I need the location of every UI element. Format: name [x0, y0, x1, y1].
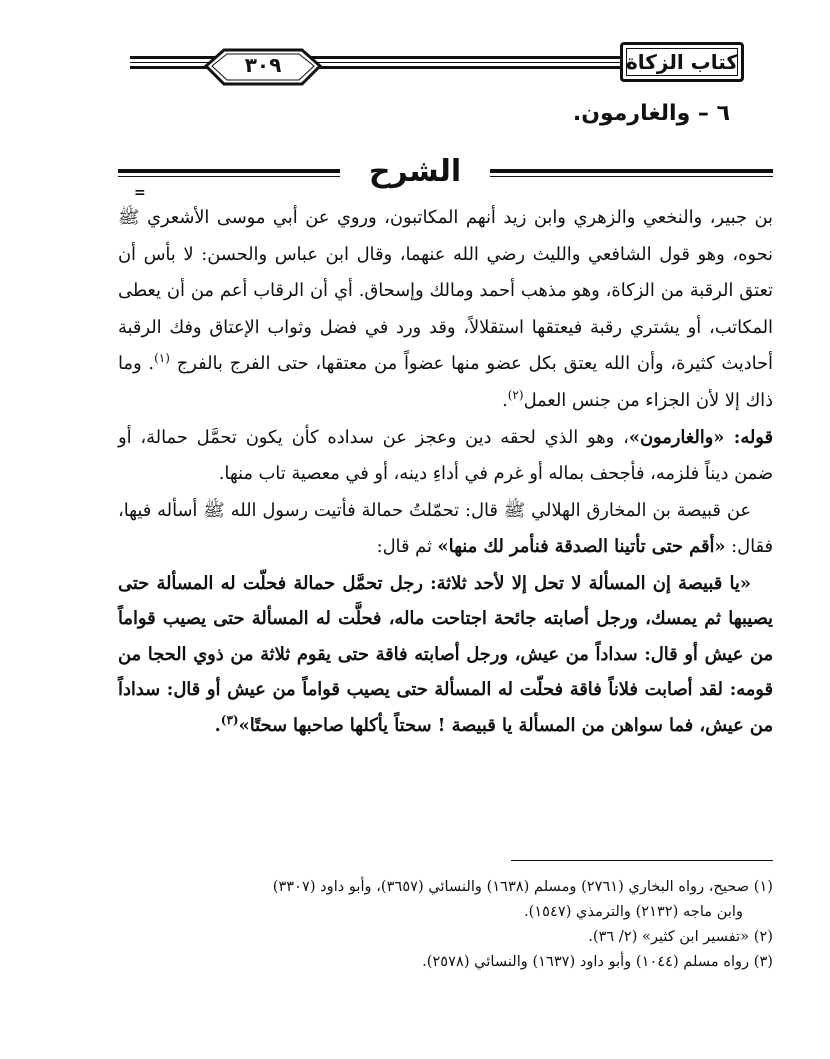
explanation-text: ، وهو الذي لحقه دين وعجز عن سداده كأن يكون تحمَّل حمالة، أو ضمن ديناً فلزمه، فأجحف بماله أو غرم في أداءِ دينه، أو في معصية تاب منها. [118, 426, 773, 485]
hadith-text: «يا قبيصة إن المسألة لا تحل إلا لأحد ثلاثة: رجل تحمَّل حمالة فحلّت له المسألة حتى يصيبها ثم يمسك، ورجل أصابته جائحة اجتاحت ماله، فحلَّت له المسألة حتى يصيب قواماً من عيش أو قال: سداداً من عيش، ورجل أصابته فاقة حتى يقوم ثلاثة من ذوي الحجا من قومه: لقد أصابت فلاناً فاقة فحلّت له المسألة حتى يصيب قواماً من عيش أو قال: سداداً من عيش، فما سواهن من المسألة يا قبيصة ! سحتاً يأكلها صاحبها سحتًا» [118, 572, 773, 736]
section-mark: = [134, 185, 146, 201]
commentary-text: . [502, 389, 508, 411]
section-rule [118, 169, 340, 173]
section-title: الشرح [368, 154, 462, 189]
explanation-paragraph [118, 420, 773, 493]
section-rule [490, 169, 773, 173]
prophet-quote: «أقم حتى تأتينا الصدقة فنأمر لك منها» [437, 536, 726, 558]
footnote-separator [511, 860, 773, 861]
narration-paragraph [118, 493, 773, 566]
footnote-ref: (٢) [507, 388, 524, 403]
page-number: ٣٠٩ [244, 53, 282, 77]
page-number-badge [204, 48, 322, 82]
matn-line: ٦ – والغارمون. [572, 101, 730, 126]
hadith-paragraph [118, 566, 773, 743]
hadith-end: . [214, 714, 221, 736]
page-header [118, 42, 758, 92]
section-heading [118, 150, 773, 200]
commentary-paragraph [118, 200, 773, 420]
footnote: (١) صحيح، رواه البخاري (٢٧٦١) ومسلم (١٦٣٨) والنسائي (٣٦٥٧)، وأبو داود (٣٣٠٧) [272, 878, 773, 895]
footnote-ref: (١) [154, 351, 170, 366]
footnote: (٣) رواه مسلم (١٠٤٤) وأبو داود (١٦٣٧) والنسائي (٢٥٧٨). [422, 953, 773, 970]
commentary-text: . وما ذاك إلا لأن الجزاء من جنس العمل [118, 353, 773, 411]
commentary-text: بن جبير، والنخعي والزهري وابن زيد أنهم المكاتبون، وروي عن أبي موسى الأشعري ﷺ نحوه، وهو قول الشافعي والليث رضي الله عنهما، وقال ابن عباس والحسن: لا بأس أن تعتق الرقبة من الزكاة، وهو مذهب أحمد ومالك وإسحاق. أي أن الرقاب أعم من أن يعطى المكاتب، أو يشتري رقبة فيعتقها استقلالاً، وقد ورد في فضل وثواب الإعتاق وفك الرقبة أحاديث كثيرة، وأن الله يعتق بكل عضو منها عضواً من معتقها، حتى الفرج بالفرج [118, 207, 773, 375]
footnote-ref: (٣) [220, 712, 239, 727]
quoted-term: قوله: «والغارمون» [628, 426, 773, 448]
section-rule [490, 176, 773, 177]
footnote: (٢) «تفسير ابن كثير» (٢/ ٣٦). [588, 928, 773, 945]
footnote: وابن ماجه (٢١٣٢) والترمذي (١٥٤٧). [524, 903, 743, 920]
book-title: كتاب الزكاة [625, 50, 739, 74]
narration-text: ثم قال: [376, 536, 438, 558]
narration-text: عن قبيصة بن المخارق الهلالي ﷺ قال: تحمّلتُ حمالة فأتيت رسول الله ﷺ أسأله فيها، فقال: [118, 499, 773, 558]
footnotes [118, 874, 773, 974]
section-rule [118, 176, 340, 177]
commentary-body [118, 200, 773, 743]
book-title-box [620, 42, 744, 82]
